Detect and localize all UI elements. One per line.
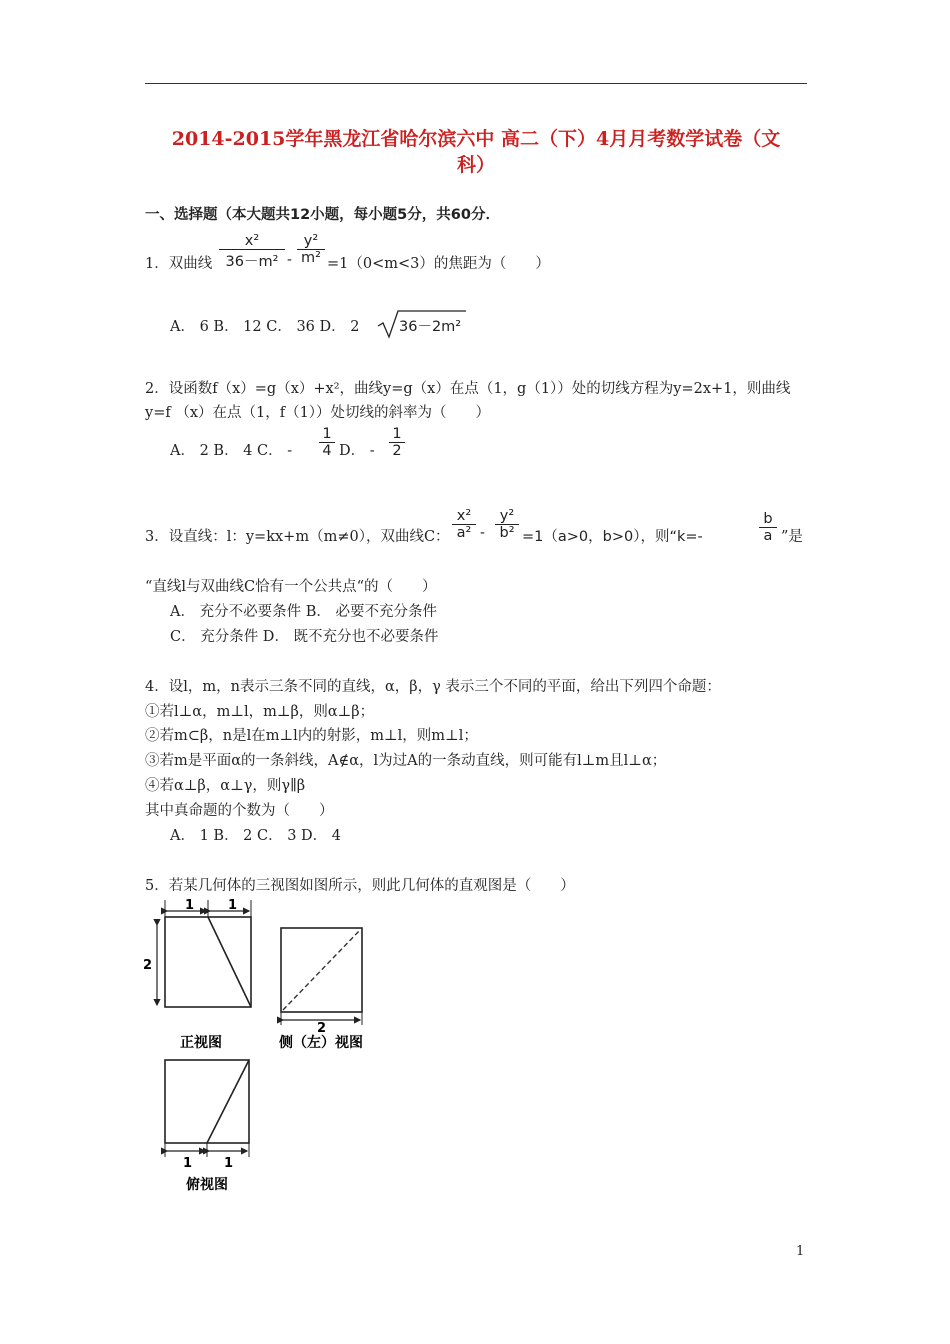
q4-statement-3: ③若m是平面α的一条斜线，A∉α，l为过A的一条动直线，则可能有l⊥m且l⊥α； [145,753,667,769]
side-dim-2: 2 [317,1021,327,1036]
q1-frac2-num: y² [297,233,325,250]
q4-statement-2: ②若m⊂β，n是l在m⊥l内的射影，m⊥l，则m⊥l； [145,728,478,744]
q2-options-ab: A． 2 B． 4 C． - [170,443,293,459]
front-view-label: 正视图 [180,1035,222,1051]
q3-frac2-num: y² [495,508,519,525]
front-view [143,898,251,1051]
section-heading: 一、选择题（本大题共12小题，每小题5分，共60分． [145,207,500,223]
q3-condition: =1（a>0，b>0），则“k=- [522,529,703,545]
q3-line-2: “直线l与双曲线C恰有一个公共点“的（ ） [145,579,437,595]
q1-suffix: =1（0<m<3）的焦距为（ ） [327,256,550,272]
q1-prefix: 1．双曲线 [145,256,213,272]
q5-line-1: 5．若某几何体的三视图如图所示，则此几何体的直观图是（ ） [145,878,575,894]
top-view [165,1060,249,1193]
side-view-label: 侧（左）视图 [279,1035,363,1051]
title-line-1: 2014-2015学年黑龙江省哈尔滨六中 高二（下）4月月考数学试卷（文 [171,128,781,150]
front-dim-2: 2 [143,958,153,973]
q4-line-1: 4．设l，m，n表示三条不同的直线，α，β，γ 表示三个不同的平面，给出下列四个命题： [145,679,721,695]
title-line-2: 科） [456,154,495,176]
q1-frac1-num: x² [219,233,285,250]
q2-line-1: 2．设函数f（x）=g（x）+x²，曲线y=g（x）在点（1，g（1））处的切线方程为y=2x+1，则曲线 [145,381,791,397]
q3-minus: - [480,525,485,541]
q2-line-2: y=f （x）在点（1，f（1））处切线的斜率为（ ） [145,405,491,421]
q1-fraction-x [219,233,285,271]
q3-options-1: A． 充分不必要条件 B． 必要不充分条件 [170,604,437,620]
page-number: 1 [796,1244,805,1259]
front-dim-1b: 1 [228,898,238,913]
q3-frac2-den: b² [499,525,515,541]
header-rule [145,83,807,84]
front-dim-1a: 1 [185,898,195,913]
q3-k-den: a [763,528,773,544]
q1-options: A． 6 B． 12 C． 36 D． 2 [170,319,360,335]
q1-minus: - [287,252,292,268]
q4-statement-1: ①若l⊥α，m⊥l，m⊥β，则α⊥β； [145,704,375,720]
top-dim-1b: 1 [224,1156,234,1171]
q1-fraction-y [297,233,325,266]
q4-question: 其中真命题的个数为（ ） [145,803,334,819]
q2-option-d: D． - [339,443,375,459]
top-dim-1a: 1 [183,1156,193,1171]
q1-frac1-den: 36－m² [225,254,279,270]
q3-frac1-den: a² [456,525,472,541]
q1-frac2-den: m² [301,250,321,266]
three-view-figure [140,895,390,1205]
q3-fraction-y [495,508,519,541]
q4-options: A． 1 B． 2 C． 3 D． 4 [170,828,342,844]
q2-option-c-fraction [319,426,335,459]
q3-k-fraction [759,511,777,544]
q3-frac1-num: x² [452,508,476,525]
q3-prefix: 3．设直线：l：y=kx+m（m≠0），双曲线C： [145,529,450,545]
q1-sqrt-content: 36－2m² [399,319,462,335]
q3-fraction-x [452,508,476,541]
top-view-label: 俯视图 [186,1177,228,1193]
side-view [278,928,363,1051]
q2-optc-num: 1 [319,426,335,443]
q2-optd-num: 1 [389,426,405,443]
q2-option-d-fraction [389,426,405,459]
q3-suffix: ”是 [781,529,803,545]
q2-optd-den: 2 [392,443,402,459]
q2-optc-den: 4 [322,443,332,459]
q4-statement-4: ④若α⊥β，α⊥γ，则γ∥β [145,778,306,794]
q3-options-2: C． 充分条件 D． 既不充分也不必要条件 [170,629,439,645]
q3-k-num: b [759,511,777,528]
